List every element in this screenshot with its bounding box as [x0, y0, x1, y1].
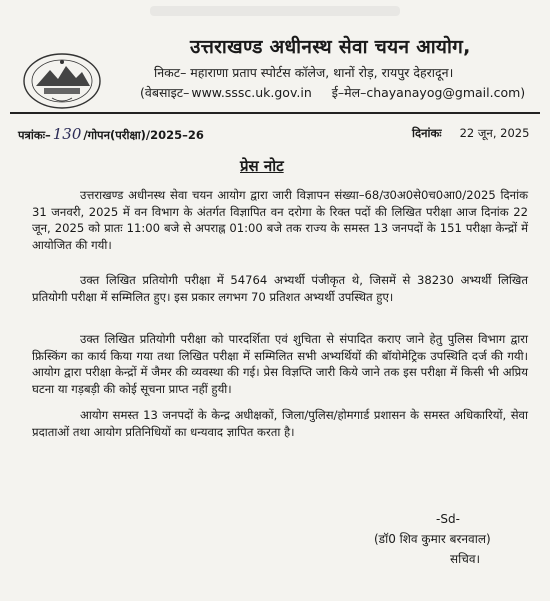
commission-seal-logo	[22, 52, 102, 110]
paragraph-exam-details: उत्तराखण्ड अधीनस्थ सेवा चयन आयोग द्वारा जारी विज्ञापन संख्या–68/उ0अ0से0च0आ0/2025 दिनांक 31 जनवरी, 2025 में वन विभाग के अंतर्गत विज्ञापित वन दरोगा के रिक्त पदों की लिखित परीक्षा आज दिनांक 22 जून, 2025 को प्रातः 11:00 बजे से अपराह्न 01:00 बजे तक राज्य के समस्त 13 जनपदों के 151 परीक्षा केन्द्रों में आयोजित की गयी।	[32, 188, 528, 252]
faded-watermark-text	[150, 2, 400, 20]
header-divider	[10, 112, 540, 114]
contact-line	[140, 84, 525, 101]
signatory-name: (डॉ0 शिव कुमार बरनवाल)	[374, 532, 491, 546]
signed-mark: -Sd-	[436, 512, 460, 526]
email-label: ई–मेल–	[331, 85, 367, 100]
reference-suffix: /गोपन(परीक्षा)/2025–26	[83, 128, 204, 142]
paragraph-acknowledgement: आयोग समस्त 13 जनपदों के केन्द्र अधीक्षकों, जिला/पुलिस/होमगार्ड प्रशासन के समस्त अधिकारियों, सेवा प्रदाताओं तथा आयोग प्रतिनिधियों का धन्यवाद ज्ञापित करता है।	[32, 408, 528, 439]
paragraph-attendance: उक्त लिखित प्रतियोगी परीक्षा में 54764 अभ्यर्थी पंजीकृत थे, जिसमें से 38230 अभ्यर्थी लिखित प्रतियोगी परीक्षा में सम्मिलित हुए। इस प्रकार लगभग 70 प्रतिशत अभ्यर्थी उपस्थित हुए।	[32, 273, 528, 304]
reference-number	[18, 125, 204, 143]
issue-date	[412, 126, 529, 141]
website-label: (वेबसाइट–	[140, 85, 190, 100]
handwritten-reference-number: 130	[52, 125, 82, 143]
signature-block	[374, 509, 524, 569]
document-title: प्रेस नोट	[240, 157, 284, 175]
organization-address: निकट– महाराणा प्रताप स्पोर्टस कॉलेज, थानों रोड़, रायपुर देहरादून।	[154, 65, 454, 80]
paragraph-security-measures: उक्त लिखित प्रतियोगी परीक्षा को पारदर्शिता एवं शुचिता से संपादित कराए जाने हेतु पुलिस विभाग द्वारा फ्रिस्किंग का कार्य किया गया तथा लिखित परीक्षा में सम्मिलित सभी अभ्यर्थियों की बॉयोमेट्रिक उपस्थिति दर्ज की गयी। आयोग द्वारा परीक्षा केन्द्रों में जैमर की व्यवस्था की गई। प्रेस विज्ञप्ति जारी किये जाने तक इस परीक्षा में किसी भी अप्रिय घटना या गड़बड़ी की कोई सूचना प्राप्त नहीं हुयी।	[32, 332, 528, 396]
website-link[interactable]: www.sssc.uk.gov.in	[191, 85, 312, 100]
organization-name: उत्तराखण्ड अधीनस्थ सेवा चयन आयोग,	[190, 36, 471, 58]
email-link[interactable]: chayanayog@gmail.com)	[366, 85, 526, 100]
date-label: दिनांकः	[412, 126, 442, 140]
signatory-designation: सचिव।	[450, 552, 481, 566]
date-value: 22 जून, 2025	[459, 126, 530, 140]
reference-prefix: पत्रांकः–	[18, 128, 51, 142]
